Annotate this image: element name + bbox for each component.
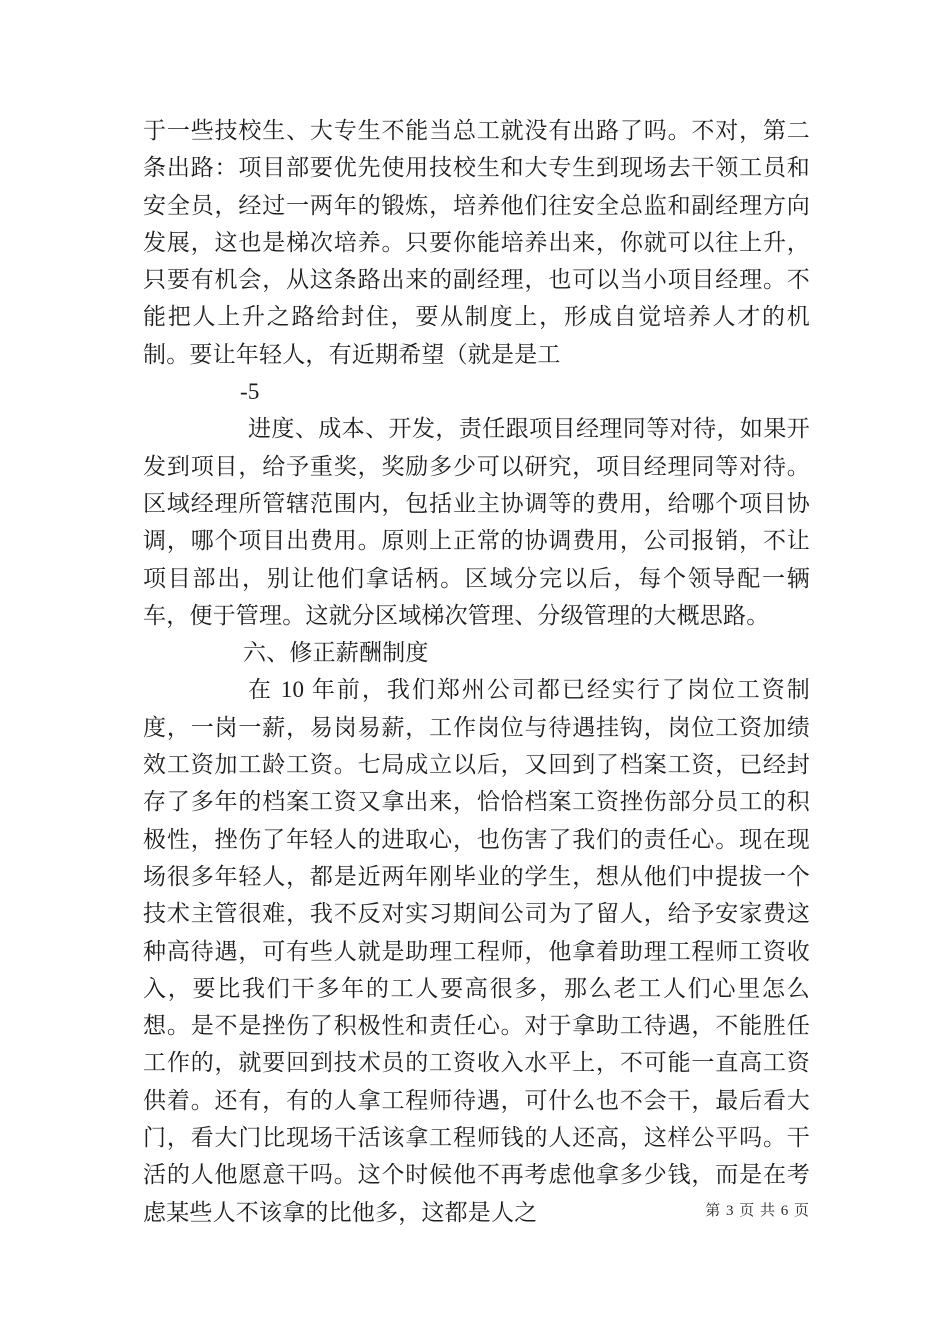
section-heading: 六、修正薪酬制度 (243, 640, 429, 666)
page-number-marker: -5 (240, 379, 260, 405)
document-body (143, 112, 810, 1231)
paragraph: 在 10 年前，我们郑州公司都已经实行了岗位工资制度，一岗一薪，易岗易薪，工作岗位与待遇挂钩，岗位工资加绩效工资加工龄工资。七局成立以后，又回到了档案工资，已经封存了多年的档案工资又拿出来，恰恰档案工资挫伤部分员工的积极性，挫伤了年轻人的进取心，也伤害了我们的责任心。现在现场很多年轻人，都是近两年刚毕业的学生，想从他们中提拔一个技术主管很难，我不反对实习期间公司为了留人，给予安家费这种高待遇，可有些人就是助理工程师，他拿着助理工程师工资收入，要比我们干多年的工人要高很多，那么老工人们心里怎么想。是不是挫伤了积极性和责任心。对于拿助工待遇，不能胜任工作的，就要回到技术员的工资收入水平上，不可能一直高工资供着。还有，有的人拿工程师待遇，可什么也不会干，最后看大门，看大门比现场干活该拿工程师钱的人还高，这样公平吗。干活的人他愿意干吗。这个时候他不再考虑他拿多少钱，而是在考虑某些人不该拿的比他多，这都是人之 (143, 677, 810, 1225)
paragraph-continuation: 于一些技校生、大专生不能当总工就没有出路了吗。不对，第二条出路：项目部要优先使用技校生和大专生到现场去干领工员和安全员，经过一两年的锻炼，培养他们往安全总监和副经理方向发展，这也是梯次培养。只要你能培养出来，你就可以往上升，只要有机会，从这条路出来的副经理，也可以当小项目经理。不能把人上升之路给封住，要从制度上，形成自觉培养人才的机制。要让年轻人，有近期希望（就是是工 (143, 118, 810, 367)
paragraph: 进度、成本、开发，责任跟项目经理同等对待，如果开发到项目，给予重奖，奖励多少可以研究，项目经理同等对待。区域经理所管辖范围内，包括业主协调等的费用，给哪个项目协调，哪个项目出费用。原则上正常的协调费用，公司报销，不让项目部出，别让他们拿话柄。区域分完以后，每个领导配一辆车，便于管理。这就分区域梯次管理、分级管理的大概思路。 (143, 416, 810, 628)
page-footer: 第 3 页 共 6 页 (705, 1203, 810, 1219)
